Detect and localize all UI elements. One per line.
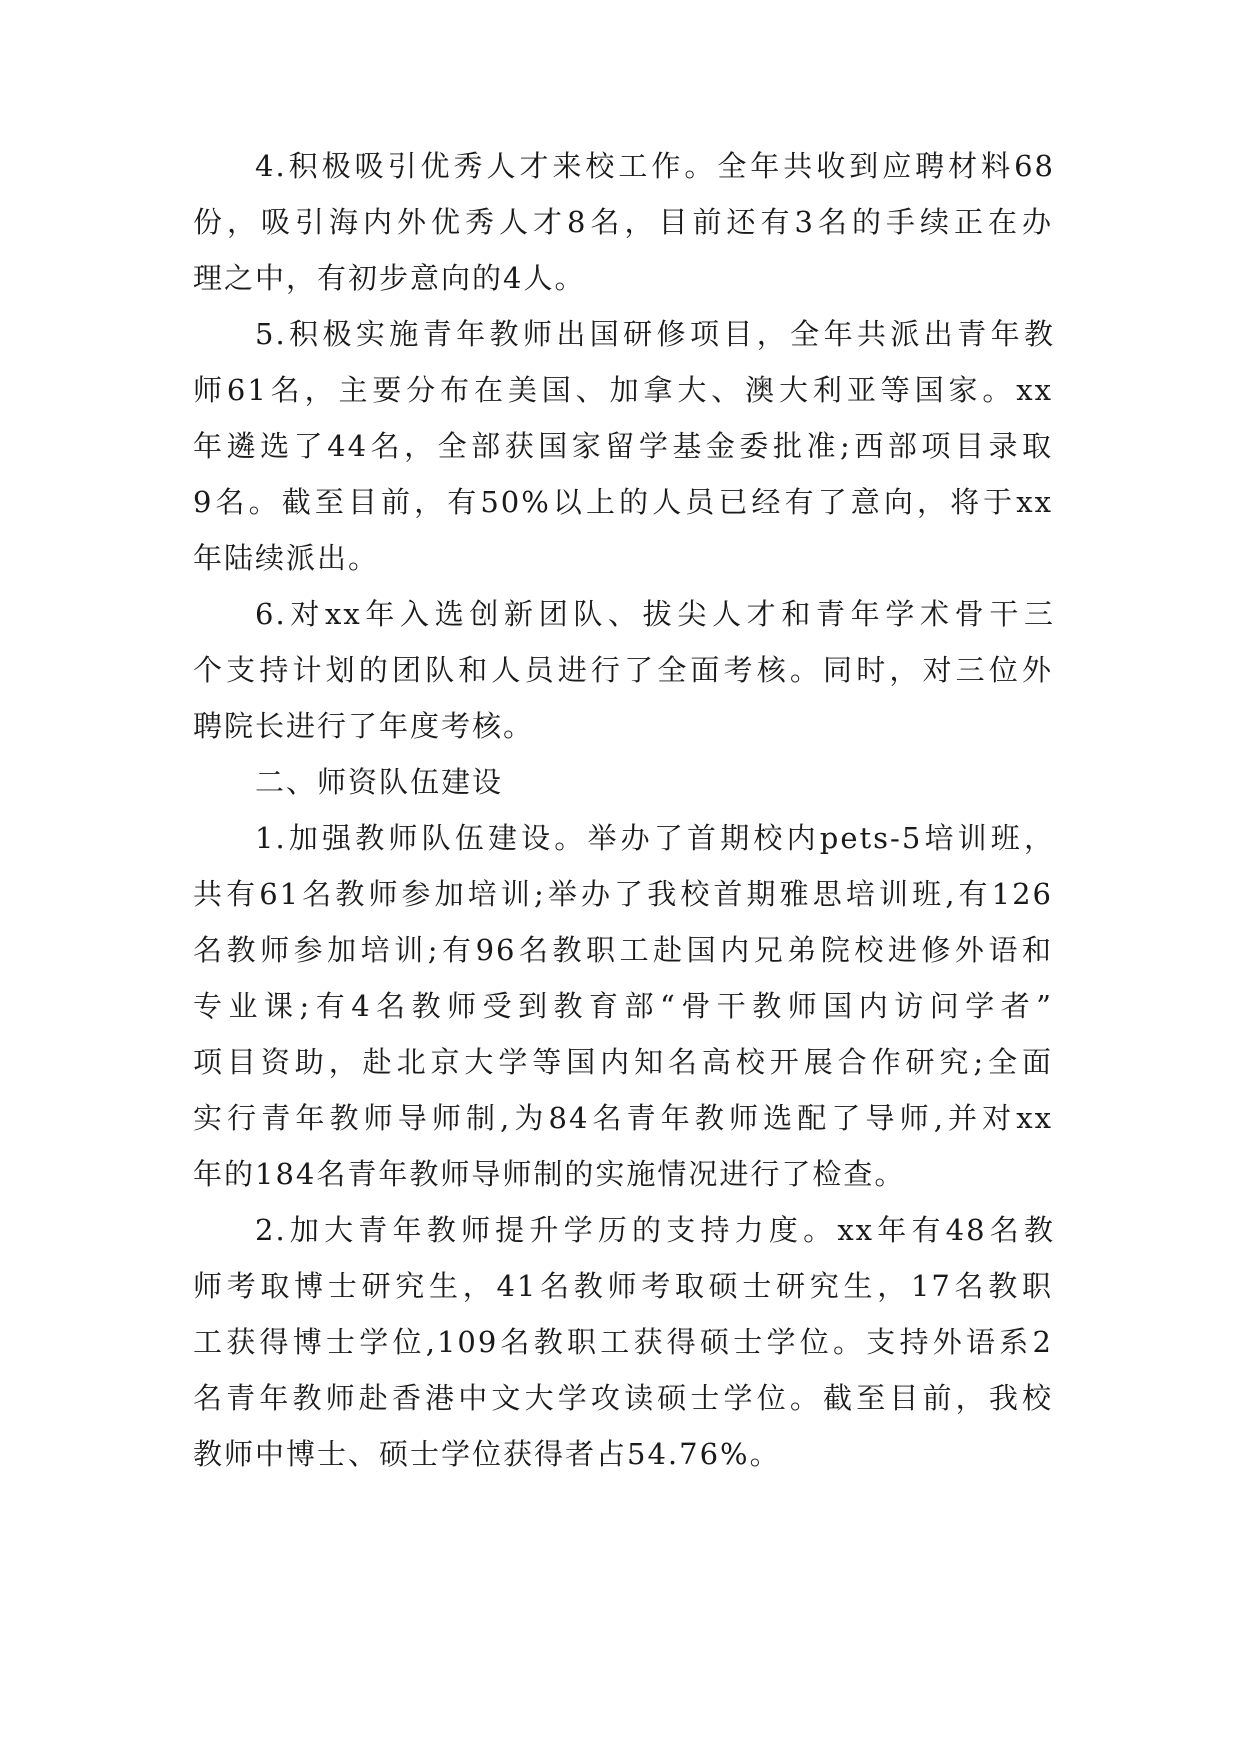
paragraph-line: 个支持计划的团队和人员进行了全面考核。同时，对三位外	[193, 653, 1053, 687]
paragraph-line: 共有61名教师参加培训;举办了我校首期雅思培训班,有126	[193, 877, 1053, 911]
section-heading: 二、师资队伍建设	[255, 765, 504, 799]
paragraph-line: 工获得博士学位,109名教职工获得硕士学位。支持外语系2	[193, 1325, 1053, 1359]
paragraph-line: 6.对xx年入选创新团队、拔尖人才和青年学术骨干三	[255, 597, 1055, 631]
paragraph-line: 项目资助，赴北京大学等国内知名高校开展合作研究;全面	[193, 1045, 1053, 1079]
paragraph-line: 4.积极吸引优秀人才来校工作。全年共收到应聘材料68	[255, 149, 1055, 183]
paragraph-line: 名青年教师赴香港中文大学攻读硕士学位。截至目前，我校	[193, 1381, 1053, 1415]
paragraph-line: 师61名，主要分布在美国、加拿大、澳大利亚等国家。xx	[193, 373, 1053, 407]
paragraph-line: 份，吸引海内外优秀人才8名，目前还有3名的手续正在办	[193, 205, 1053, 239]
paragraph-line: 教师中博士、硕士学位获得者占54.76%。	[193, 1437, 781, 1471]
paragraph-line: 师考取博士研究生，41名教师考取硕士研究生，17名教职	[193, 1269, 1053, 1303]
paragraph-line: 实行青年教师导师制,为84名青年教师选配了导师,并对xx	[193, 1101, 1053, 1135]
paragraph-line: 年的184名青年教师导师制的实施情况进行了检查。	[193, 1157, 906, 1191]
paragraph-line: 9名。截至目前，有50%以上的人员已经有了意向，将于xx	[193, 485, 1053, 519]
paragraph-line: 年陆续派出。	[193, 541, 380, 575]
paragraph-line: 专业课;有4名教师受到教育部“骨干教师国内访问学者”	[193, 989, 1053, 1023]
paragraph-line: 5.积极实施青年教师出国研修项目，全年共派出青年教	[255, 317, 1055, 351]
paragraph-line: 2.加大青年教师提升学历的支持力度。xx年有48名教	[255, 1213, 1055, 1247]
paragraph-line: 1.加强教师队伍建设。举办了首期校内pets-5培训班，	[255, 821, 1055, 855]
paragraph-line: 年遴选了44名，全部获国家留学基金委批准;西部项目录取	[193, 429, 1053, 463]
paragraph-line: 聘院长进行了年度考核。	[193, 709, 535, 743]
paragraph-line: 理之中，有初步意向的4人。	[193, 261, 586, 295]
paragraph-line: 名教师参加培训;有96名教职工赴国内兄弟院校进修外语和	[193, 933, 1053, 967]
